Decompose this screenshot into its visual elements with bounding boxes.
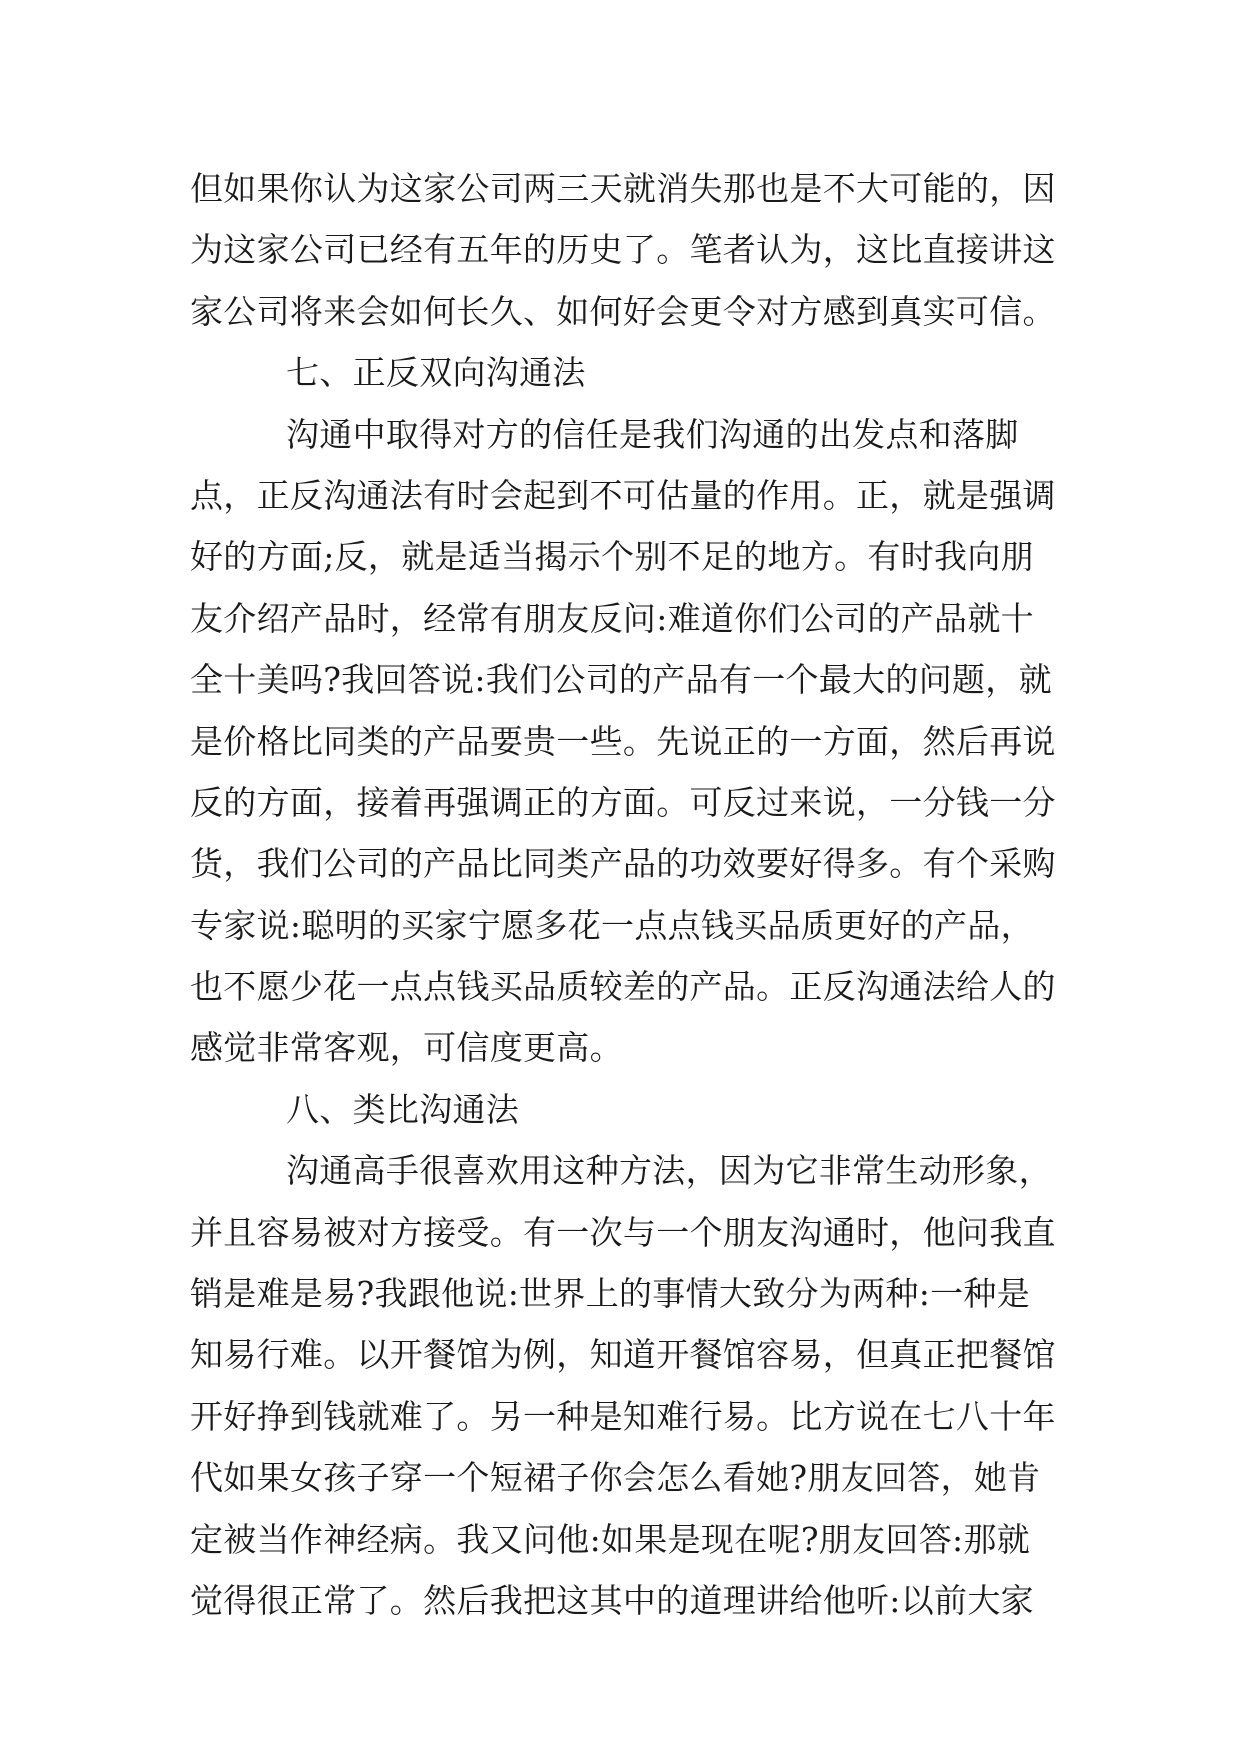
text-line: 也不愿少花一点点钱买品质较差的产品。正反沟通法给人的 — [190, 967, 1056, 1007]
text-line: 货，我们公司的产品比同类产品的功效要好得多。有个采购 — [190, 844, 1056, 884]
text-line: 知易行难。以开餐馆为例，知道开餐馆容易，但真正把餐馆 — [190, 1335, 1056, 1375]
body-text — [190, 158, 1070, 1631]
text-line: 沟通高手很喜欢用这种方法，因为它非常生动形象， — [286, 1151, 1052, 1191]
text-line: 开好挣到钱就难了。另一种是知难行易。比方说在七八十年 — [190, 1396, 1056, 1436]
text-line: 觉得很正常了。然后我把这其中的道理讲给他听:以前大家 — [190, 1580, 1034, 1620]
text-line: 沟通中取得对方的信任是我们沟通的出发点和落脚 — [286, 414, 1019, 454]
text-line: 反的方面，接着再强调正的方面。可反过来说，一分钱一分 — [190, 782, 1056, 822]
text-line: 点，正反沟通法有时会起到不可估量的作用。正，就是强调 — [190, 475, 1056, 515]
text-line: 全十美吗?我回答说:我们公司的产品有一个最大的问题，就 — [190, 660, 1052, 700]
text-line: 好的方面;反，就是适当揭示个别不足的地方。有时我向朋 — [190, 537, 1034, 577]
text-line: 为这家公司已经有五年的历史了。笔者认为，这比直接讲这 — [190, 230, 1056, 270]
text-line: 代如果女孩子穿一个短裙子你会怎么看她?朋友回答，她肯 — [190, 1458, 1041, 1498]
text-line: 专家说:聪明的买家宁愿多花一点点钱买品质更好的产品， — [190, 905, 1034, 945]
text-line: 并且容易被对方接受。有一次与一个朋友沟通时，他问我直 — [190, 1212, 1056, 1252]
text-line: 但如果你认为这家公司两三天就消失那也是不大可能的，因 — [190, 169, 1056, 208]
text-line: 销是难是易?我跟他说:世界上的事情大致分为两种:一种是 — [190, 1274, 1031, 1314]
text-line: 定被当作神经病。我又问他:如果是现在呢?朋友回答:那就 — [190, 1519, 1031, 1559]
text-line: 家公司将来会如何长久、如何好会更令对方感到真实可信。 — [190, 291, 1056, 331]
text-line: 感觉非常客观，可信度更高。 — [190, 1028, 623, 1068]
text-line: 友介绍产品时，经常有朋友反问:难道你们公司的产品就十 — [190, 598, 1034, 638]
text-line: 七、正反双向沟通法 — [286, 353, 586, 393]
text-line: 八、类比沟通法 — [286, 1089, 520, 1129]
text-line: 是价格比同类的产品要贵一些。先说正的一方面，然后再说 — [190, 721, 1056, 761]
